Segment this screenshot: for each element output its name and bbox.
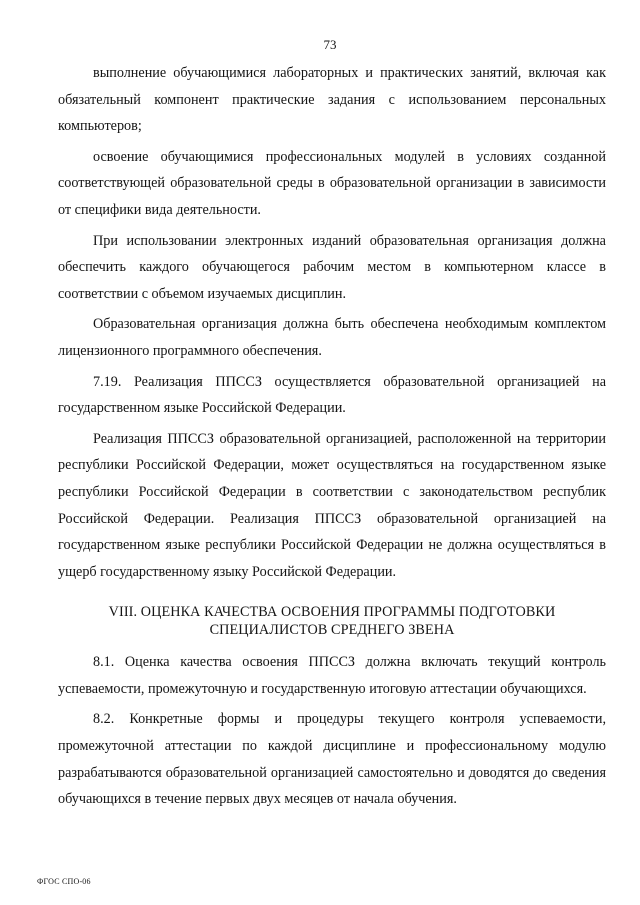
- paragraph: При использовании электронных изданий образовательная организация должна обеспечить каждого обучающегося рабочим местом в компьютерном классе в соответствии с объемом изучаемых дисциплин.: [58, 232, 606, 302]
- section-heading: [58, 603, 606, 639]
- section-heading-line: VIII. ОЦЕНКА КАЧЕСТВА ОСВОЕНИЯ ПРОГРАММЫ ПОДГОТОВКИ: [108, 604, 556, 621]
- paragraph: Образовательная организация должна быть обеспечена необходимым комплектом лицензионного программного обеспечения.: [58, 316, 606, 359]
- page-body: [58, 60, 606, 817]
- paragraph: 8.2. Конкретные формы и процедуры текущего контроля успеваемости, промежуточной аттестации по каждой дисциплине и профессиональному модулю разрабатываются образовательной организацией самостоятельно и доводятся до сведения обучающихся в течение первых двух месяцев от начала обучения.: [58, 711, 606, 808]
- paragraph: 7.19. Реализация ППССЗ осуществляется образовательной организацией на государственном языке Российской Федерации.: [58, 373, 606, 417]
- section-heading-line: СПЕЦИАЛИСТОВ СРЕДНЕГО ЗВЕНА: [209, 622, 455, 639]
- paragraph: 8.1. Оценка качества освоения ППССЗ должна включать текущий контроль успеваемости, промежуточную и государственную итоговую аттестации обучающихся.: [58, 654, 606, 697]
- footer-code: ФГОС СПО-06: [37, 877, 91, 886]
- page-number: 73: [323, 37, 337, 52]
- paragraph: выполнение обучающимися лабораторных и практических занятий, включая как обязательный компонент практические задания с использованием персональных компьютеров;: [58, 65, 606, 135]
- paragraph: освоение обучающимися профессиональных модулей в условиях созданной соответствующей образовательной среды в образовательной организации в зависимости от специфики вида деятельности.: [58, 148, 606, 218]
- paragraph: Реализация ППССЗ образовательной организацией, расположенной на территории республики Российской Федерации, может осуществляться на государственном языке республики Российской Федерации в соответствии с законодательством республик Российской Федерации. Реализация ППССЗ образовательной организацией на государственном языке республики Российской Федерации не должна осуществляться в ущерб государственному языку Российской Федерации.: [58, 430, 606, 580]
